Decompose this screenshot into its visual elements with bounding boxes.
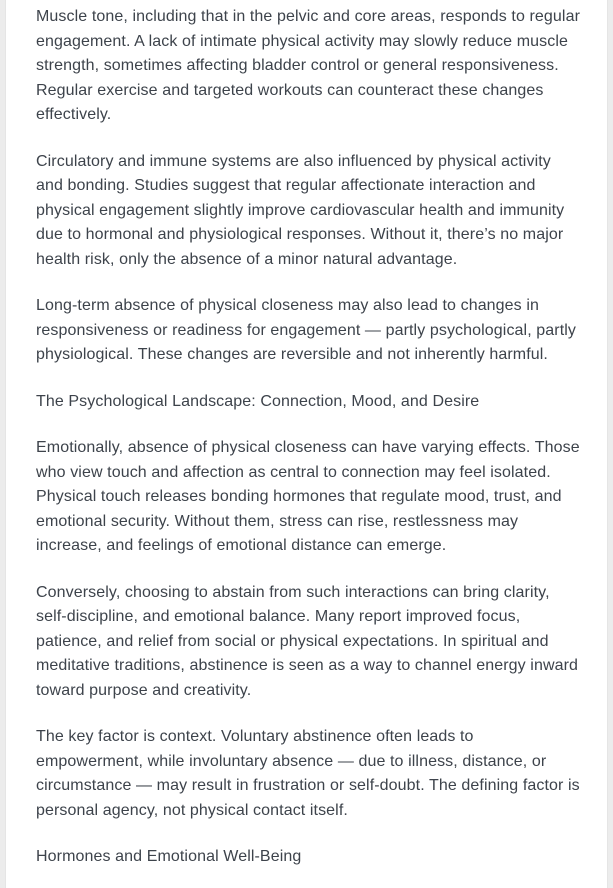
section-heading-psychological-landscape: The Psychological Landscape: Connection, Mood, and Desire — [36, 392, 480, 410]
document-content-panel — [5, 0, 608, 888]
paragraph-muscle-tone: Muscle tone, including that in the pelvic and core areas, responds to regular engagement. A lack of intimate physical activity may slowly reduce muscle strength, sometimes affecting bladder control or general responsiveness. Regular exercise and targeted workouts can counteract these changes effectively. — [36, 8, 581, 123]
paragraph-circulatory-immune: Circulatory and immune systems are also influenced by physical activity and bonding. Studies suggest that regular affectionate interaction and physical engagement slightly improve cardiovascular health and immunity due to hormonal and physiological responses. Without it, there’s no major health risk, only the absence of a minor natural advantage. — [36, 152, 565, 268]
paragraph-long-term-absence: Long-term absence of physical closeness may also lead to changes in responsiveness or readiness for engagement — partly psychological, partly physiological. These changes are reversible and not inherently harmful. — [36, 297, 577, 363]
paragraph-key-factor-context: The key factor is context. Voluntary abstinence often leads to empowerment, while involuntary absence — due to illness, distance, or circumstance — may result in frustration or self-doubt. The defining factor is personal agency, not physical contact itself. — [36, 728, 580, 819]
section-heading-hormones-wellbeing: Hormones and Emotional Well-Being — [36, 848, 302, 865]
paragraph-abstain-benefits: Conversely, choosing to abstain from such interactions can bring clarity, self-discipline, and emotional balance. Many report improved focus, patience, and relief from social or physical expectations. In spiritual and meditative traditions, abstinence is seen as a way to channel energy inward toward purpose and creativity. — [36, 583, 579, 699]
paragraph-emotional-effects: Emotionally, absence of physical closeness can have varying effects. Those who view touch and affection as central to connection may feel isolated. Physical touch releases bonding hormones that regulate mood, trust, and emotional security. Without them, stress can rise, restlessness may increase, and feelings of emotional distance can emerge. — [36, 439, 580, 554]
